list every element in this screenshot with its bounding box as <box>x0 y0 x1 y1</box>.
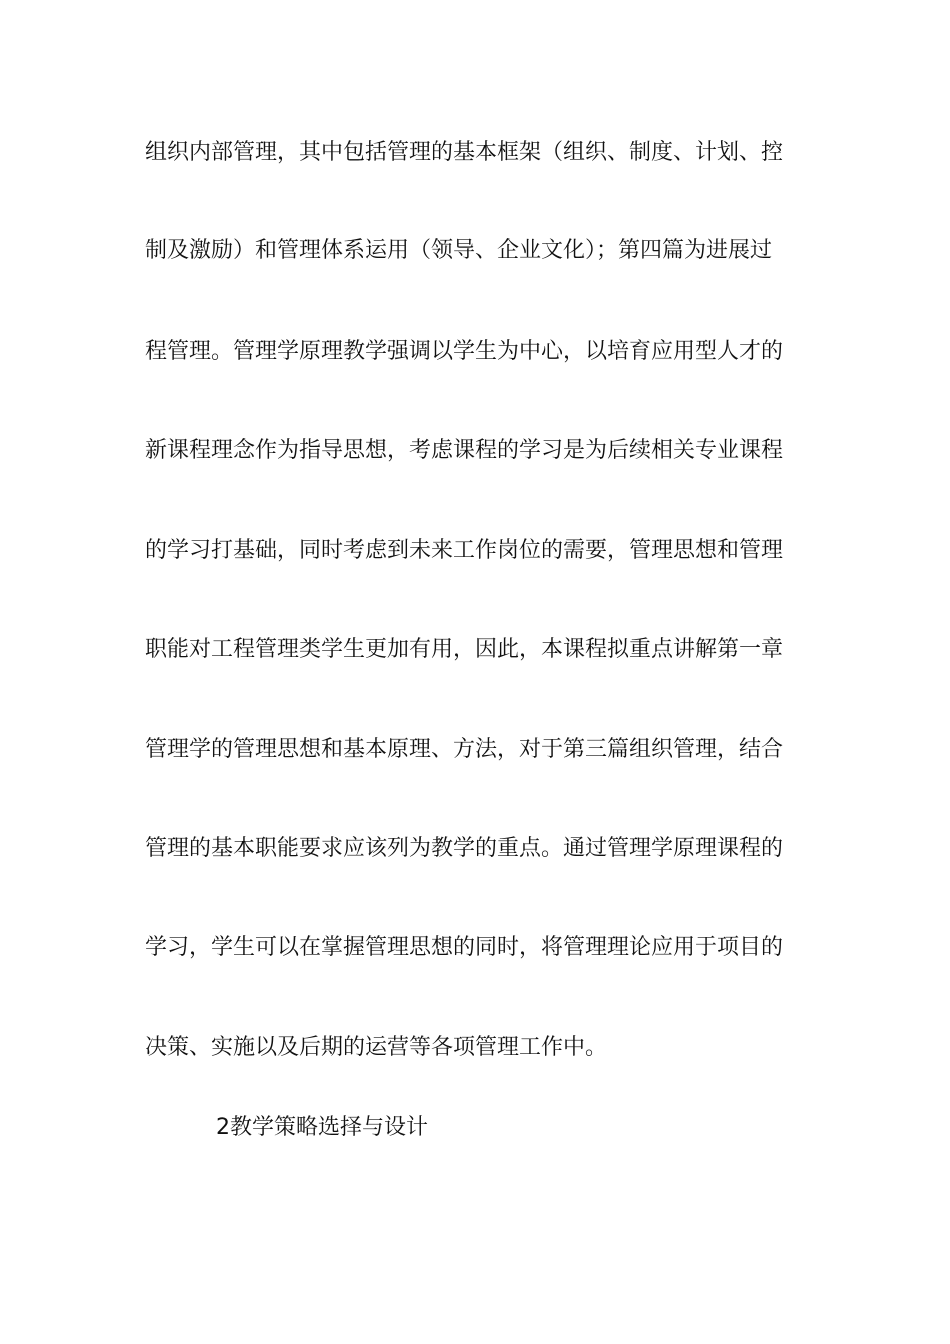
paragraph-line: 新课程理念作为指导思想，考虑课程的学习是为后续相关专业课程 <box>145 438 784 463</box>
section-heading: 2教学策略选择与设计 <box>216 1115 428 1140</box>
paragraph-line: 组织内部管理，其中包括管理的基本框架（组织、制度、计划、控 <box>145 140 784 165</box>
paragraph-line: 的学习打基础，同时考虑到未来工作岗位的需要，管理思想和管理 <box>145 538 784 563</box>
paragraph-line: 制及激励）和管理体系运用（领导、企业文化）；第四篇为进展过 <box>145 238 773 263</box>
paragraph-line: 管理的基本职能要求应该列为教学的重点。通过管理学原理课程的 <box>145 836 784 861</box>
paragraph-line: 程管理。管理学原理教学强调以学生为中心，以培育应用型人才的 <box>145 339 784 364</box>
paragraph-line: 学习，学生可以在掌握管理思想的同时，将管理理论应用于项目的 <box>145 935 784 960</box>
paragraph-line: 管理学的管理思想和基本原理、方法，对于第三篇组织管理，结合 <box>145 737 784 762</box>
paragraph-line: 职能对工程管理类学生更加有用，因此，本课程拟重点讲解第一章 <box>145 637 784 662</box>
paragraph-line: 决策、实施以及后期的运营等各项管理工作中。 <box>145 1035 608 1060</box>
